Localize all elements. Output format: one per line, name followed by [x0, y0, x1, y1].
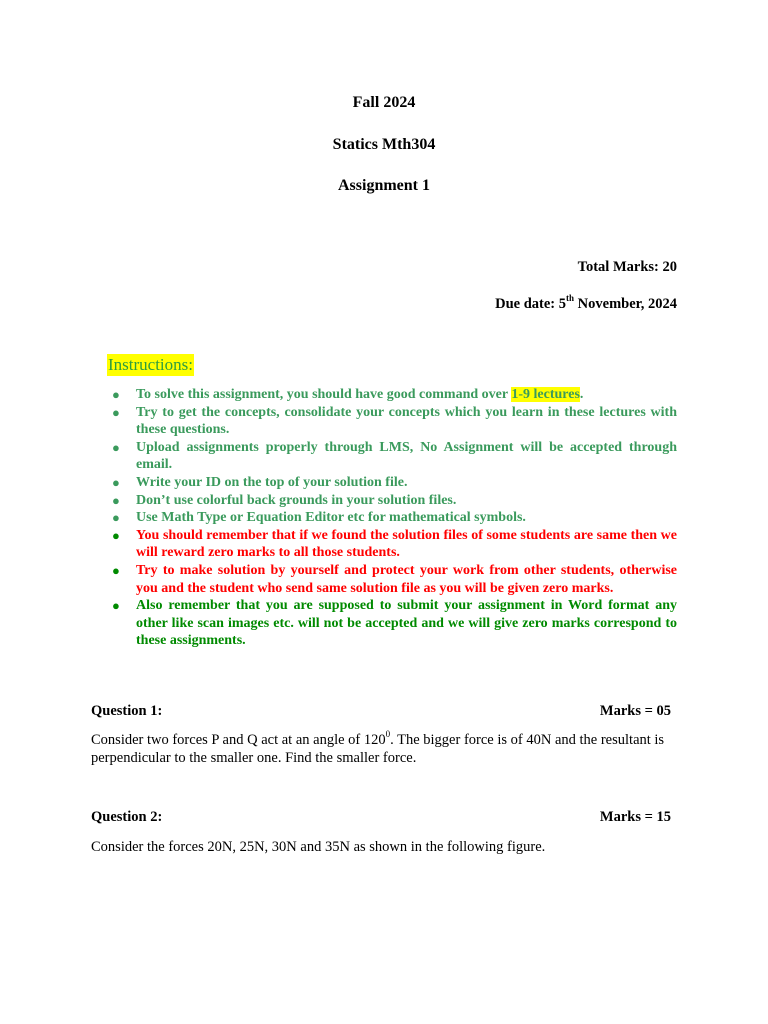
course-heading: Statics Mth304: [332, 136, 436, 153]
instruction-item: [107, 386, 677, 404]
instruction-item: [107, 527, 677, 562]
instruction-item: [107, 562, 677, 597]
bullet-icon: ●: [112, 562, 120, 578]
bullet-icon: ●: [112, 510, 120, 526]
instruction-item: [107, 509, 677, 527]
due-date: [495, 293, 677, 313]
instruction-item: [107, 404, 677, 439]
instruction-text: Upload assignments properly through LMS, No Assignment will be accepted through email.: [136, 439, 677, 473]
angle-superscript: 0: [385, 729, 391, 740]
instructions-list: [107, 386, 677, 650]
due-date-ordinal: th: [566, 293, 575, 304]
lectures-highlight: 1-9 lectures: [511, 387, 580, 402]
term-heading: Fall 2024: [352, 94, 416, 111]
instruction-item: [107, 492, 677, 510]
due-date-prefix: Due date: 5: [495, 296, 567, 312]
bullet-icon: ●: [112, 404, 120, 420]
question-2-label: Question 2:: [91, 809, 163, 825]
question-1-text-end: . The bigger force is of 40N and the resultant is perpendicular to the smaller one. Find the smaller force.: [91, 732, 665, 766]
question-1-text-start: Consider two forces P and Q act at an angle of 120: [91, 732, 386, 748]
instruction-item: [107, 439, 677, 474]
instruction-text: Try to get the concepts, consolidate your concepts which you learn in these lectures with these questions.: [136, 404, 677, 438]
question-1-marks: Marks = 05: [599, 703, 671, 719]
instruction-item: [107, 474, 677, 492]
instruction-text: To solve this assignment, you should have good command over: [136, 387, 512, 402]
bullet-icon: ●: [112, 474, 120, 490]
instruction-text: Also remember that you are supposed to submit your assignment in Word format any other like scan images etc. will not be accepted and we will give zero marks correspond to these assignments.: [136, 598, 677, 649]
assignment-heading: Assignment 1: [337, 177, 430, 194]
bullet-icon: ●: [112, 492, 120, 508]
instruction-text: Use Math Type or Equation Editor etc for mathematical symbols.: [136, 510, 526, 526]
instruction-text: Don’t use colorful back grounds in your solution files.: [136, 492, 457, 508]
bullet-icon: ●: [112, 387, 120, 402]
instruction-text: You should remember that if we found the solution files of some students are same then we will reward zero marks to all those students.: [136, 527, 677, 561]
question-1-text: [91, 731, 675, 767]
question-2-text: Consider the forces 20N, 25N, 30N and 35N as shown in the following figure.: [91, 839, 546, 855]
instruction-text: Try to make solution by yourself and protect your work from other students, otherwise you and the student who send same solution file as you will be given zero marks.: [136, 562, 677, 596]
instruction-item: [107, 597, 677, 650]
bullet-icon: ●: [112, 527, 120, 543]
instruction-text: Write your ID on the top of your solution file.: [136, 474, 408, 490]
question-2-marks: Marks = 15: [599, 809, 671, 825]
bullet-icon: ●: [112, 598, 120, 614]
instructions-title: Instructions:: [108, 355, 193, 374]
total-marks: Total Marks: 20: [577, 259, 677, 275]
instruction-text-end: .: [579, 387, 584, 402]
bullet-icon: ●: [112, 439, 120, 455]
due-date-suffix: November, 2024: [574, 296, 677, 312]
question-1-label: Question 1:: [91, 703, 163, 719]
